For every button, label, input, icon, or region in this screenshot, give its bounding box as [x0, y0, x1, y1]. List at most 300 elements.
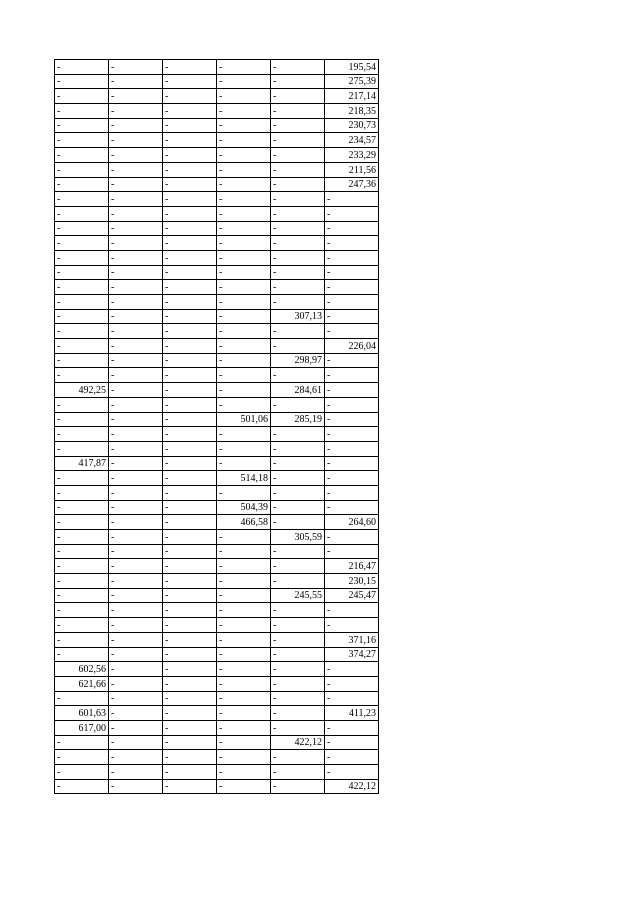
table-cell: - [163, 515, 217, 530]
table-cell: - [55, 368, 109, 383]
table-cell: 617,00 [55, 720, 109, 735]
table-cell: - [217, 603, 271, 618]
table-cell: - [217, 441, 271, 456]
table-cell: - [325, 676, 379, 691]
table-cell: - [109, 162, 163, 177]
table-cell: - [163, 750, 217, 765]
table-cell: - [217, 691, 271, 706]
table-cell: - [271, 559, 325, 574]
table-row [55, 750, 379, 765]
table-row [55, 397, 379, 412]
table-cell: - [109, 588, 163, 603]
table-cell: - [325, 544, 379, 559]
table-cell: - [217, 530, 271, 545]
table-cell: 621,66 [55, 676, 109, 691]
table-cell: - [55, 588, 109, 603]
table-cell: - [163, 500, 217, 515]
table-cell: - [217, 544, 271, 559]
table-cell: - [55, 397, 109, 412]
table-cell: - [109, 397, 163, 412]
table-cell: - [271, 104, 325, 119]
table-cell: - [163, 618, 217, 633]
table-cell: - [109, 206, 163, 221]
table-cell: - [163, 471, 217, 486]
table-cell: - [325, 324, 379, 339]
table-cell: - [217, 89, 271, 104]
table-cell: - [109, 133, 163, 148]
table-cell: - [55, 221, 109, 236]
table-cell: - [271, 515, 325, 530]
table-cell: - [163, 397, 217, 412]
table-cell: - [217, 324, 271, 339]
table-cell: - [217, 192, 271, 207]
table-cell: - [271, 368, 325, 383]
table-row [55, 530, 379, 545]
table-row [55, 60, 379, 75]
table-cell: 371,16 [325, 632, 379, 647]
table-cell: - [217, 559, 271, 574]
table-cell: - [217, 74, 271, 89]
table-row [55, 559, 379, 574]
table-cell: - [325, 750, 379, 765]
table-row [55, 412, 379, 427]
table-cell: - [217, 60, 271, 75]
table-row [55, 118, 379, 133]
table-row [55, 427, 379, 442]
table-row [55, 104, 379, 119]
table-cell: - [55, 530, 109, 545]
table-cell: - [55, 515, 109, 530]
table-cell: - [163, 60, 217, 75]
table-cell: - [163, 720, 217, 735]
table-cell: - [109, 118, 163, 133]
table-cell: - [325, 221, 379, 236]
table-cell: - [55, 647, 109, 662]
table-cell: - [325, 368, 379, 383]
table-row [55, 485, 379, 500]
table-cell: 466,58 [217, 515, 271, 530]
table-cell: - [325, 530, 379, 545]
table-cell: - [109, 632, 163, 647]
table-cell: - [163, 192, 217, 207]
table-cell: - [217, 676, 271, 691]
table-cell: 247,36 [325, 177, 379, 192]
table-cell: 501,06 [217, 412, 271, 427]
table-cell: - [271, 89, 325, 104]
table-cell: - [55, 148, 109, 163]
table-cell: - [271, 662, 325, 677]
table-cell: - [163, 104, 217, 119]
table-cell: - [109, 339, 163, 354]
table-cell: - [109, 309, 163, 324]
table-cell: - [271, 485, 325, 500]
table-cell: - [55, 60, 109, 75]
table-cell: - [271, 192, 325, 207]
table-row [55, 500, 379, 515]
table-cell: - [271, 206, 325, 221]
table-cell: - [55, 280, 109, 295]
table-cell: - [55, 559, 109, 574]
table-cell: - [271, 471, 325, 486]
table-cell: - [271, 574, 325, 589]
table-cell: - [271, 427, 325, 442]
table-cell: 492,25 [55, 383, 109, 398]
table-cell: - [55, 750, 109, 765]
table-cell: - [163, 74, 217, 89]
table-cell: - [109, 574, 163, 589]
table-cell: - [55, 632, 109, 647]
table-row [55, 779, 379, 794]
table-cell: - [109, 765, 163, 780]
table-cell: - [271, 632, 325, 647]
table-cell: - [55, 500, 109, 515]
table-cell: - [217, 265, 271, 280]
table-cell: - [271, 133, 325, 148]
table-cell: 233,29 [325, 148, 379, 163]
table-cell: - [325, 500, 379, 515]
table-cell: - [109, 221, 163, 236]
table-cell: - [163, 162, 217, 177]
table-cell: - [163, 662, 217, 677]
table-cell: - [109, 236, 163, 251]
table-cell: - [163, 779, 217, 794]
table-row [55, 339, 379, 354]
table-cell: - [163, 368, 217, 383]
table-cell: - [55, 735, 109, 750]
table-cell: - [163, 309, 217, 324]
table-cell: - [109, 74, 163, 89]
table-row [55, 74, 379, 89]
data-table [54, 59, 379, 794]
table-cell: 504,39 [217, 500, 271, 515]
table-cell: - [109, 427, 163, 442]
table-row [55, 471, 379, 486]
table-cell: - [325, 765, 379, 780]
table-cell: - [163, 441, 217, 456]
table-cell: - [271, 118, 325, 133]
table-cell: - [163, 691, 217, 706]
table-cell: - [217, 720, 271, 735]
table-cell: - [217, 221, 271, 236]
table-body [55, 60, 379, 794]
table-cell: - [325, 309, 379, 324]
table-cell: - [217, 662, 271, 677]
table-row [55, 720, 379, 735]
table-cell: - [163, 250, 217, 265]
table-cell: - [109, 691, 163, 706]
table-cell: - [163, 353, 217, 368]
table-cell: - [325, 280, 379, 295]
table-cell: - [55, 265, 109, 280]
table-row [55, 177, 379, 192]
table-cell: - [55, 89, 109, 104]
table-cell: - [325, 383, 379, 398]
table-cell: - [109, 779, 163, 794]
table-row [55, 456, 379, 471]
table-cell: - [217, 295, 271, 310]
table-cell: - [109, 192, 163, 207]
table-row [55, 265, 379, 280]
table-cell: - [55, 353, 109, 368]
table-cell: - [271, 603, 325, 618]
table-cell: - [325, 662, 379, 677]
table-row [55, 706, 379, 721]
table-cell: - [217, 280, 271, 295]
table-cell: - [163, 265, 217, 280]
table-cell: - [55, 412, 109, 427]
table-cell: - [163, 676, 217, 691]
table-cell: - [55, 427, 109, 442]
table-cell: - [217, 735, 271, 750]
table-cell: - [109, 485, 163, 500]
table-cell: - [163, 412, 217, 427]
table-cell: - [325, 735, 379, 750]
table-cell: - [163, 383, 217, 398]
table-cell: - [217, 309, 271, 324]
table-cell: - [109, 89, 163, 104]
table-cell: - [325, 397, 379, 412]
table-cell: - [271, 456, 325, 471]
table-cell: - [217, 148, 271, 163]
table-cell: 264,60 [325, 515, 379, 530]
table-cell: - [217, 765, 271, 780]
table-cell: - [325, 720, 379, 735]
table-cell: - [217, 104, 271, 119]
table-cell: 305,59 [271, 530, 325, 545]
table-cell: - [163, 485, 217, 500]
table-cell: - [109, 265, 163, 280]
table-cell: - [163, 603, 217, 618]
table-cell: - [217, 647, 271, 662]
table-row [55, 691, 379, 706]
table-cell: - [217, 368, 271, 383]
table-cell: - [55, 544, 109, 559]
table-cell: - [271, 691, 325, 706]
table-cell: - [325, 427, 379, 442]
table-cell: - [217, 427, 271, 442]
table-cell: - [109, 324, 163, 339]
table-cell: - [109, 280, 163, 295]
table-cell: - [55, 485, 109, 500]
table-cell: - [325, 353, 379, 368]
table-cell: 602,56 [55, 662, 109, 677]
table-cell: - [217, 236, 271, 251]
table-cell: - [217, 632, 271, 647]
table-cell: - [163, 295, 217, 310]
table-cell: - [217, 133, 271, 148]
table-cell: - [217, 750, 271, 765]
table-row [55, 236, 379, 251]
table-cell: - [271, 60, 325, 75]
table-row [55, 192, 379, 207]
table-cell: - [109, 559, 163, 574]
table-cell: - [109, 368, 163, 383]
table-cell: - [55, 441, 109, 456]
table-cell: - [325, 206, 379, 221]
table-cell: - [325, 250, 379, 265]
table-cell: - [271, 324, 325, 339]
table-row [55, 441, 379, 456]
table-cell: - [55, 206, 109, 221]
table-cell: 422,12 [325, 779, 379, 794]
table-cell: - [271, 544, 325, 559]
table-cell: 195,54 [325, 60, 379, 75]
table-cell: 230,73 [325, 118, 379, 133]
table-row [55, 603, 379, 618]
table-cell: - [109, 441, 163, 456]
table-cell: - [271, 339, 325, 354]
table-row [55, 632, 379, 647]
table-cell: - [109, 383, 163, 398]
table-cell: - [163, 647, 217, 662]
table-cell: - [163, 427, 217, 442]
table-cell: - [163, 530, 217, 545]
table-cell: - [271, 720, 325, 735]
table-cell: - [217, 618, 271, 633]
table-cell: - [325, 691, 379, 706]
table-cell: - [109, 353, 163, 368]
table-cell: - [325, 192, 379, 207]
table-cell: - [109, 456, 163, 471]
table-cell: - [55, 339, 109, 354]
table-cell: - [55, 162, 109, 177]
table-row [55, 353, 379, 368]
table-cell: 234,57 [325, 133, 379, 148]
table-cell: - [109, 500, 163, 515]
table-cell: 601,63 [55, 706, 109, 721]
table-cell: - [55, 309, 109, 324]
table-cell: - [163, 456, 217, 471]
table-cell: 275,39 [325, 74, 379, 89]
table-cell: - [271, 765, 325, 780]
table-cell: - [55, 133, 109, 148]
table-cell: - [163, 177, 217, 192]
table-cell: - [325, 295, 379, 310]
table-cell: - [217, 118, 271, 133]
table-cell: 298,97 [271, 353, 325, 368]
table-cell: - [163, 574, 217, 589]
table-cell: - [55, 603, 109, 618]
table-cell: 374,27 [325, 647, 379, 662]
table-cell: - [109, 618, 163, 633]
table-cell: 284,61 [271, 383, 325, 398]
table-row [55, 662, 379, 677]
table-cell: - [271, 676, 325, 691]
table-cell: - [271, 706, 325, 721]
table-cell: - [163, 706, 217, 721]
table-cell: - [109, 295, 163, 310]
table-cell: - [163, 221, 217, 236]
table-cell: - [325, 603, 379, 618]
table-cell: - [163, 632, 217, 647]
table-cell: - [163, 735, 217, 750]
table-cell: - [271, 74, 325, 89]
table-cell: - [217, 177, 271, 192]
table-cell: 307,13 [271, 309, 325, 324]
table-cell: - [163, 133, 217, 148]
table-row [55, 133, 379, 148]
table-cell: 285,19 [271, 412, 325, 427]
table-cell: - [109, 177, 163, 192]
table-cell: 211,56 [325, 162, 379, 177]
table-cell: - [163, 118, 217, 133]
table-row [55, 735, 379, 750]
table-cell: - [271, 265, 325, 280]
table-cell: - [163, 588, 217, 603]
table-row [55, 148, 379, 163]
table-cell: - [325, 456, 379, 471]
table-cell: - [109, 603, 163, 618]
table-cell: - [55, 295, 109, 310]
table-cell: - [325, 441, 379, 456]
table-cell: - [55, 574, 109, 589]
table-row [55, 647, 379, 662]
table-row [55, 618, 379, 633]
table-cell: - [55, 104, 109, 119]
table-cell: - [271, 750, 325, 765]
table-cell: 245,55 [271, 588, 325, 603]
table-cell: - [271, 162, 325, 177]
table-cell: - [163, 206, 217, 221]
table-cell: - [271, 500, 325, 515]
table-cell: - [271, 397, 325, 412]
table-cell: 422,12 [271, 735, 325, 750]
table-cell: - [109, 471, 163, 486]
table-cell: - [55, 779, 109, 794]
table-cell: - [55, 192, 109, 207]
table-cell: - [109, 706, 163, 721]
table-cell: - [163, 280, 217, 295]
table-cell: - [109, 412, 163, 427]
table-cell: - [271, 148, 325, 163]
table-row [55, 162, 379, 177]
table-cell: - [109, 60, 163, 75]
table-cell: - [55, 118, 109, 133]
table-cell: - [325, 618, 379, 633]
table-cell: - [55, 765, 109, 780]
table-cell: - [163, 148, 217, 163]
table-cell: - [163, 339, 217, 354]
table-cell: - [217, 588, 271, 603]
table-cell: - [217, 456, 271, 471]
table-cell: 217,14 [325, 89, 379, 104]
table-cell: - [217, 574, 271, 589]
table-cell: - [217, 706, 271, 721]
table-cell: - [217, 383, 271, 398]
table-cell: - [109, 104, 163, 119]
table-cell: - [55, 618, 109, 633]
table-cell: - [217, 353, 271, 368]
table-cell: - [325, 412, 379, 427]
table-cell: - [55, 471, 109, 486]
table-cell: - [109, 662, 163, 677]
table-row [55, 574, 379, 589]
table-cell: 245,47 [325, 588, 379, 603]
table-cell: - [271, 280, 325, 295]
table-cell: - [271, 647, 325, 662]
table-cell: - [55, 691, 109, 706]
table-cell: - [271, 779, 325, 794]
table-cell: 514,18 [217, 471, 271, 486]
table-cell: - [163, 559, 217, 574]
table-cell: 218,35 [325, 104, 379, 119]
table-cell: - [55, 250, 109, 265]
table-cell: 417,87 [55, 456, 109, 471]
table-row [55, 250, 379, 265]
table-row [55, 206, 379, 221]
table-cell: - [55, 236, 109, 251]
table-cell: - [109, 148, 163, 163]
